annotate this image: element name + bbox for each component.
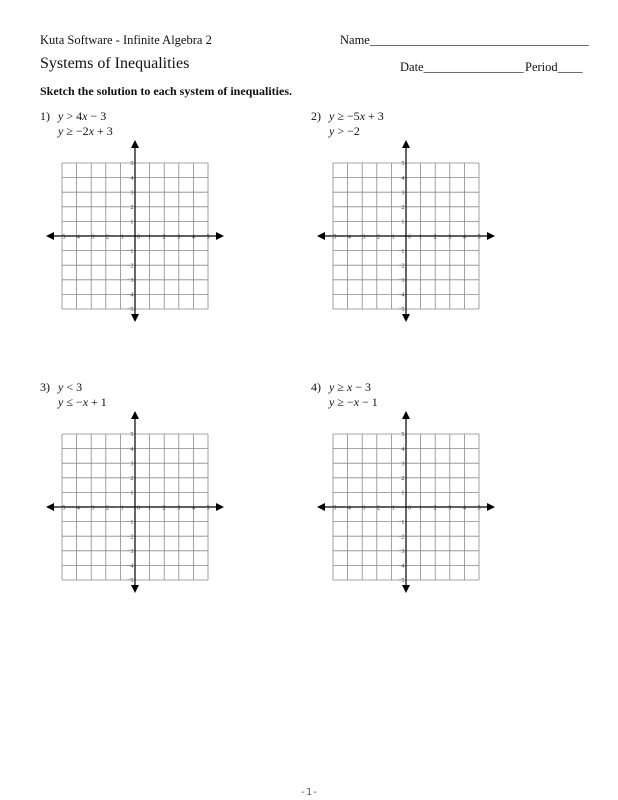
x-tick-label: −1 (117, 233, 124, 241)
x-tick-label: −5 (329, 504, 337, 512)
x-tick-label: 4 (191, 504, 195, 512)
y-tick-label: 5 (401, 160, 405, 168)
y-tick-label: −2 (126, 533, 134, 541)
y-tick-label: −5 (126, 577, 134, 585)
x-tick-label: −4 (73, 233, 80, 241)
problem-number: 2) (311, 109, 321, 123)
publisher-text: Kuta Software - Infinite Algebra 2 (40, 33, 212, 47)
x-tick-label: 2 (162, 504, 166, 512)
x-tick-label: −2 (102, 504, 110, 512)
inequality-1: y ≥ x − 3 (329, 380, 372, 394)
y-tick-label: 1 (130, 218, 134, 226)
x-tick-label: −2 (373, 233, 381, 241)
instructions: Sketch the solution to each system of inequalities. (40, 84, 292, 98)
x-tick-label: 5 (477, 504, 481, 512)
coordinate-grid-1[interactable] (44, 140, 226, 322)
x-tick-label: −3 (358, 504, 366, 512)
y-tick-label: 5 (130, 160, 134, 168)
y-tick-label: −2 (397, 262, 405, 270)
y-tick-label: 4 (130, 445, 134, 453)
y-axis-arrow-up (131, 140, 139, 148)
x-tick-label: −1 (388, 233, 395, 241)
x-axis-arrow-left (46, 232, 54, 240)
x-tick-label: −3 (358, 233, 366, 241)
y-tick-label: 5 (130, 431, 134, 439)
problem-number: 4) (311, 380, 321, 394)
y-axis-arrow-down (131, 585, 139, 593)
x-axis-arrow-right (216, 232, 224, 240)
x-axis-arrow-left (317, 232, 325, 240)
x-tick-label: 4 (462, 504, 466, 512)
x-tick-label: 2 (162, 233, 166, 241)
x-tick-label: −3 (87, 504, 95, 512)
x-tick-label: 1 (419, 504, 423, 512)
x-axis-arrow-left (46, 503, 54, 511)
x-tick-label: 2 (433, 504, 437, 512)
y-tick-label: −1 (397, 518, 405, 526)
y-tick-label: 2 (401, 204, 405, 211)
x-tick-label: 2 (433, 233, 437, 241)
y-axis-arrow-up (402, 140, 410, 148)
x-tick-label: 1 (148, 504, 152, 512)
inequality-1: y > 4x − 3 (58, 109, 107, 123)
inequality-1: y ≥ −5x + 3 (329, 109, 384, 123)
x-tick-label: −4 (73, 504, 80, 512)
y-tick-label: −1 (126, 247, 134, 255)
y-tick-label: −5 (126, 306, 134, 314)
y-tick-label: 2 (130, 204, 134, 211)
x-axis-arrow-right (487, 232, 495, 240)
period-field[interactable]: Period____ (525, 60, 583, 74)
y-axis-arrow-down (402, 314, 410, 322)
y-tick-label: −1 (126, 518, 134, 526)
x-tick-label: 5 (206, 233, 210, 241)
y-tick-label: −3 (397, 548, 405, 555)
y-tick-label: 1 (130, 489, 134, 497)
x-tick-label: −2 (102, 233, 110, 241)
y-tick-label: 4 (130, 174, 134, 182)
y-tick-label: 4 (401, 174, 405, 182)
y-tick-label: 1 (401, 489, 405, 497)
x-tick-label: 4 (191, 233, 195, 241)
x-tick-label: 0 (136, 504, 141, 512)
x-tick-label: 1 (148, 233, 152, 241)
inequality-1: y < 3 (58, 380, 83, 394)
worksheet-title: Systems of Inequalities (40, 55, 190, 72)
inequality-2: y ≥ −x − 1 (329, 395, 378, 409)
problem-number: 1) (40, 109, 50, 123)
x-tick-label: 0 (136, 233, 141, 241)
coordinate-grid-3[interactable] (44, 411, 226, 593)
x-tick-label: 3 (448, 504, 452, 512)
y-tick-label: −4 (397, 562, 405, 570)
x-tick-label: −5 (58, 233, 66, 241)
y-axis-arrow-up (402, 411, 410, 419)
page-number: -1- (299, 787, 319, 798)
x-axis-arrow-right (487, 503, 495, 511)
y-tick-label: 2 (401, 475, 405, 482)
y-tick-label: −4 (397, 291, 405, 299)
x-tick-label: −1 (388, 504, 395, 512)
y-tick-label: −1 (397, 247, 405, 255)
inequality-2: y ≥ −2x + 3 (58, 124, 113, 138)
y-tick-label: −3 (126, 277, 134, 284)
x-tick-label: −5 (329, 233, 337, 241)
x-tick-label: −2 (373, 504, 381, 512)
y-axis-arrow-down (402, 585, 410, 593)
date-field[interactable]: Date________________ (400, 60, 524, 74)
problem-number: 3) (40, 380, 50, 394)
x-tick-label: −3 (87, 233, 95, 241)
y-tick-label: −3 (126, 548, 134, 555)
y-tick-label: 3 (130, 460, 134, 468)
x-tick-label: 0 (407, 504, 412, 512)
y-tick-label: −5 (397, 306, 405, 314)
y-tick-label: −2 (126, 262, 134, 270)
coordinate-grid-2[interactable] (315, 140, 497, 322)
y-tick-label: −2 (397, 533, 405, 541)
x-tick-label: 3 (177, 233, 181, 241)
coordinate-grid-4[interactable] (315, 411, 497, 593)
x-tick-label: −4 (344, 233, 351, 241)
y-tick-label: 4 (401, 445, 405, 453)
y-tick-label: 1 (401, 218, 405, 226)
x-tick-label: 3 (448, 233, 452, 241)
y-tick-label: 3 (130, 189, 134, 197)
x-axis-arrow-right (216, 503, 224, 511)
x-tick-label: −1 (117, 504, 124, 512)
y-tick-label: 5 (401, 431, 405, 439)
y-tick-label: −4 (126, 562, 134, 570)
x-tick-label: −5 (58, 504, 66, 512)
x-tick-label: 4 (462, 233, 466, 241)
y-axis-arrow-down (131, 314, 139, 322)
y-tick-label: 3 (401, 460, 405, 468)
y-axis-arrow-up (131, 411, 139, 419)
name-field[interactable]: Name___________________________________ (340, 33, 589, 47)
inequality-2: y > −2 (329, 124, 360, 138)
x-tick-label: 5 (206, 504, 210, 512)
x-tick-label: −4 (344, 504, 351, 512)
x-tick-label: 5 (477, 233, 481, 241)
x-axis-arrow-left (317, 503, 325, 511)
x-tick-label: 1 (419, 233, 423, 241)
y-tick-label: 3 (401, 189, 405, 197)
x-tick-label: 3 (177, 504, 181, 512)
y-tick-label: −4 (126, 291, 134, 299)
inequality-2: y ≤ −x + 1 (58, 395, 107, 409)
y-tick-label: 2 (130, 475, 134, 482)
y-tick-label: −5 (397, 577, 405, 585)
y-tick-label: −3 (397, 277, 405, 284)
x-tick-label: 0 (407, 233, 412, 241)
